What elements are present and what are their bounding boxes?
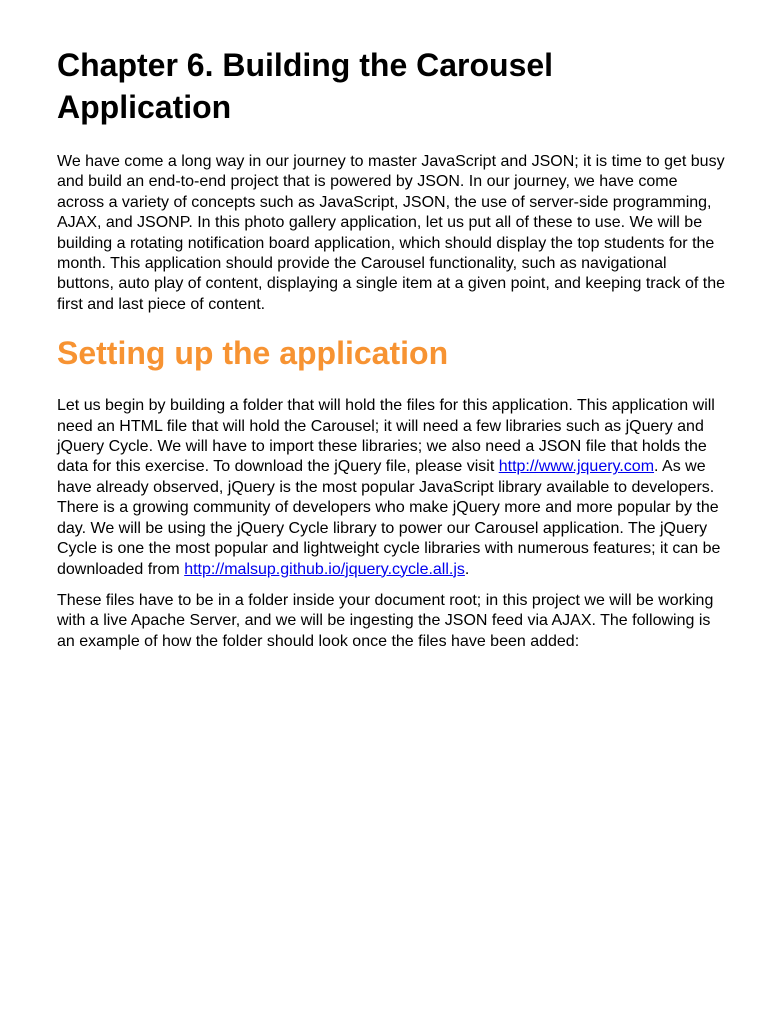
setup-text-c: . — [464, 560, 470, 578]
chapter-title-line1: Chapter 6. Building the Carousel — [57, 47, 554, 83]
chapter-title — [57, 44, 727, 128]
jquery-link[interactable]: http://www.jquery.com — [498, 458, 655, 476]
document-page — [57, 44, 727, 652]
setup-text-b: . As we have already observed, jQuery is the most popular JavaScript library available to developers. There is a growing community of developers who make jQuery more and more popular by the day. We will be using the jQuery Cycle library to power our Carousel application. The jQuery Cycle is one the most popular and lightweight cycle libraries with numerous features; it can be downloaded from — [57, 458, 721, 578]
section-heading: Setting up the application — [57, 335, 449, 372]
jquery-cycle-link[interactable]: http://malsup.github.io/jquery.cycle.all.js — [184, 560, 465, 578]
intro-paragraph: We have come a long way in our journey to master JavaScript and JSON; it is time to get busy and build an end-to-end project that is powered by JSON. In our journey, we have come across a variety of concepts such as JavaScript, JSON, the use of server-side programming, AJAX, and JSONP. In this photo gallery application, let us put all of these to use. We will be building a rotating notification board application, which should display the top students for the month. This application should provide the Carousel functionality, such as navigational buttons, auto play of content, displaying a single item at a given point, and keeping track of the first and last piece of content. — [57, 153, 725, 313]
folder-paragraph: These files have to be in a folder inside your document root; in this project we will be working with a live Apache Server, and we will be ingesting the JSON feed via AJAX. The following is an example of how the folder should look once the files have been added: — [57, 591, 714, 650]
setup-paragraph — [57, 396, 727, 580]
chapter-title-line2: Application — [57, 89, 232, 125]
setup-text-a: Let us begin by building a folder that will hold the files for this application. This application will need an HTML file that will hold the Carousel; it will need a few libraries such as jQuery and jQuery Cycle. We will have to import these libraries; we also need a JSON file that holds the data for this exercise. To download the jQuery file, please visit — [57, 397, 715, 476]
